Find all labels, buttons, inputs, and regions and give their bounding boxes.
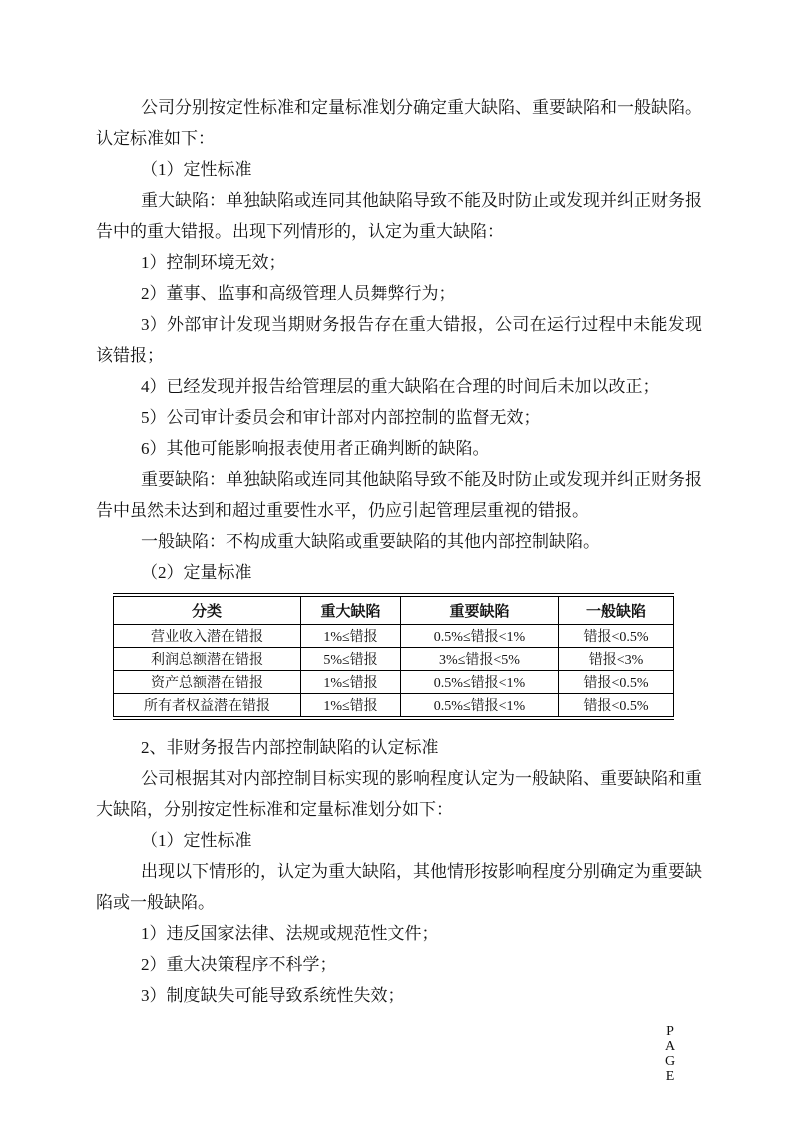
table-header-row <box>114 595 674 625</box>
page-field-letter: G <box>664 1054 676 1069</box>
paragraph: 公司分别按定性标准和定量标准划分确定重大缺陷、重要缺陷和一般缺陷。认定标准如下： <box>96 98 702 148</box>
quantitative-standards-table <box>113 593 674 720</box>
table-cell: 0.5%≤错报<1% <box>401 671 559 694</box>
table-header-cell: 重大缺陷 <box>301 595 401 625</box>
table-cell: 错报<0.5% <box>559 694 674 719</box>
table-header-cell: 分类 <box>114 595 301 625</box>
list-item: 4）已经发现并报告给管理层的重大缺陷在合理的时间后未加以改正； <box>141 377 660 396</box>
page-field-letter: E <box>665 1069 675 1084</box>
table-row <box>114 671 674 694</box>
table-cell: 错报<3% <box>559 648 674 671</box>
document-body <box>96 92 702 1011</box>
page-field-letter: A <box>664 1039 676 1054</box>
table-cell: 0.5%≤错报<1% <box>401 625 559 648</box>
list-item: 3）制度缺失可能导致系统性失效； <box>141 986 405 1005</box>
table-cell: 1%≤错报 <box>301 671 401 694</box>
list-item: 1）违反国家法律、法规或规范性文件； <box>141 924 439 943</box>
table-cell: 1%≤错报 <box>301 694 401 719</box>
table-cell: 利润总额潜在错报 <box>114 648 301 671</box>
paragraph: （2）定量标准 <box>141 563 252 582</box>
list-item: 1）控制环境无效； <box>141 253 286 272</box>
table-cell: 1%≤错报 <box>301 625 401 648</box>
page-field-letter: P <box>666 1024 674 1039</box>
paragraph: 公司根据其对内部控制目标实现的影响程度认定为一般缺陷、重要缺陷和重大缺陷，分别按定性标准和定量标准划分如下： <box>96 769 702 819</box>
section-heading: 2、非财务报告内部控制缺陷的认定标准 <box>141 738 439 757</box>
list-item: 5）公司审计委员会和审计部对内部控制的监督无效； <box>141 408 541 427</box>
table-cell: 资产总额潜在错报 <box>114 671 301 694</box>
table-row <box>114 694 674 719</box>
table-cell: 0.5%≤错报<1% <box>401 694 559 719</box>
list-item: 2）重大决策程序不科学； <box>141 955 337 974</box>
table-cell: 错报<0.5% <box>559 671 674 694</box>
table-header-cell: 重要缺陷 <box>401 595 559 625</box>
list-item: 6）其他可能影响报表使用者正确判断的缺陷。 <box>141 439 490 458</box>
paragraph: （1）定性标准 <box>141 160 252 179</box>
paragraph: （1）定性标准 <box>141 831 252 850</box>
paragraph: 重要缺陷：单独缺陷或连同其他缺陷导致不能及时防止或发现并纠正财务报告中虽然未达到和超过重要性水平，仍应引起管理层重视的错报。 <box>96 470 702 520</box>
table-cell: 3%≤错报<5% <box>401 648 559 671</box>
paragraph: 重大缺陷：单独缺陷或连同其他缺陷导致不能及时防止或发现并纠正财务报告中的重大错报。出现下列情形的，认定为重大缺陷： <box>96 191 702 241</box>
page-number-field <box>661 1024 679 1084</box>
table-cell: 所有者权益潜在错报 <box>114 694 301 719</box>
table-cell: 5%≤错报 <box>301 648 401 671</box>
table-header-cell: 一般缺陷 <box>559 595 674 625</box>
table-cell: 错报<0.5% <box>559 625 674 648</box>
list-item: 3）外部审计发现当期财务报告存在重大错报，公司在运行过程中未能发现该错报； <box>96 315 702 365</box>
paragraph: 一般缺陷：不构成重大缺陷或重要缺陷的其他内部控制缺陷。 <box>141 532 600 551</box>
list-item: 2）董事、监事和高级管理人员舞弊行为； <box>141 284 456 303</box>
table-cell: 营业收入潜在错报 <box>114 625 301 648</box>
table-row <box>114 625 674 648</box>
paragraph: 出现以下情形的，认定为重大缺陷，其他情形按影响程度分别确定为重要缺陷或一般缺陷。 <box>96 862 702 912</box>
table-row <box>114 648 674 671</box>
